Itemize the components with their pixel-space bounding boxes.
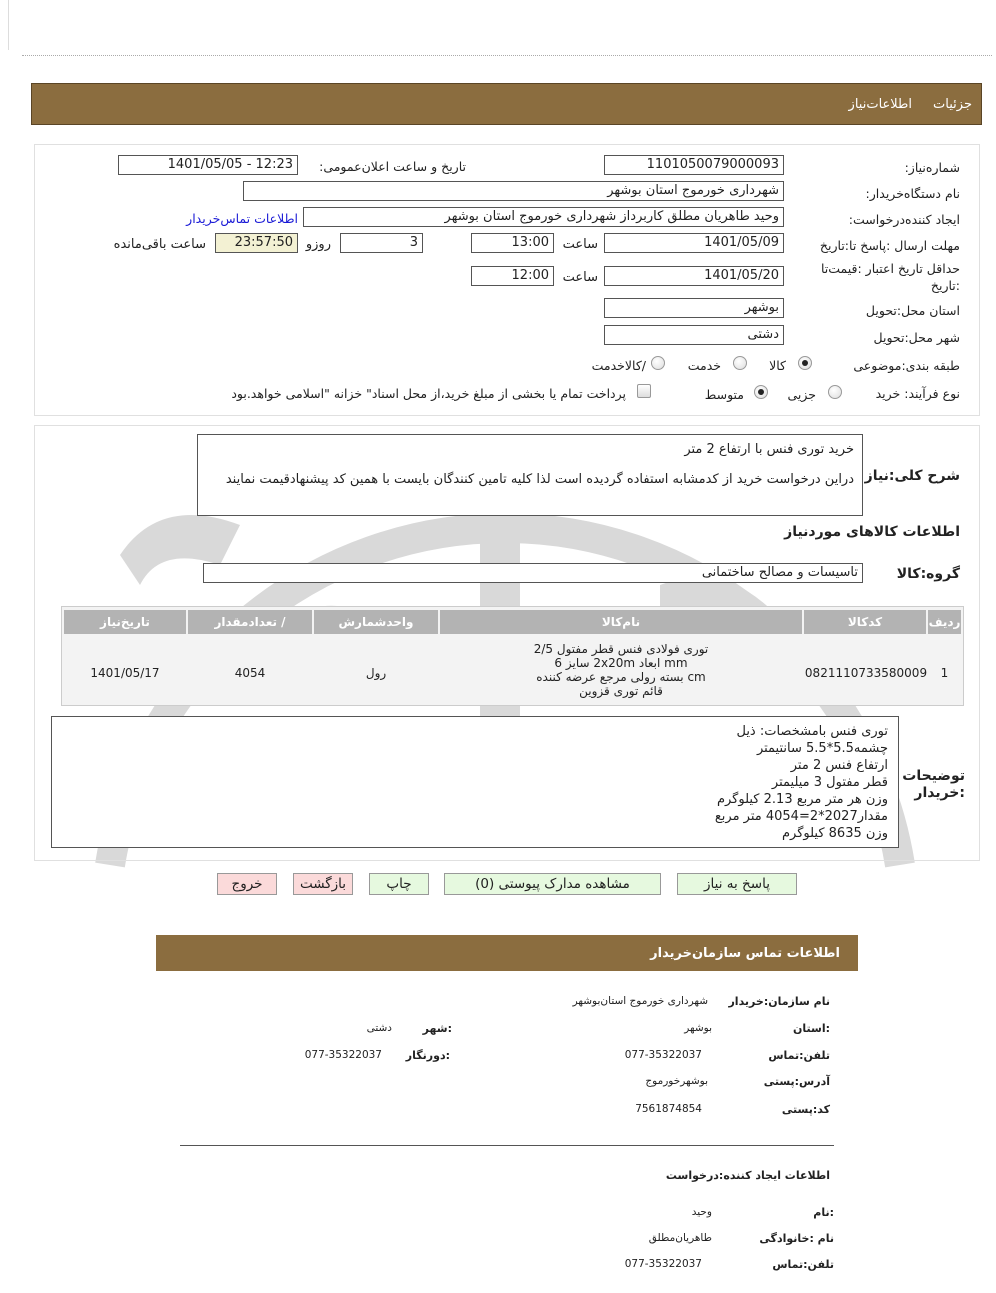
description-line-2: دراین درخواست خرید از کدمشابه استفاده گردیده است لذا کلیه تامین کنندگان بایست با همین کد پیشنهادقیمت نمایند — [225, 472, 854, 487]
contact-postal-value: 7561874854 — [635, 1103, 702, 1115]
goods-info-title: اطلاعات کالاهای موردنیاز — [784, 524, 960, 540]
contact-divider — [180, 1145, 834, 1146]
validity-time-label: ساعت — [562, 270, 598, 285]
table-header-row-number: ردیف — [928, 610, 961, 634]
description-label: شرح کلی:نیاز — [864, 468, 960, 484]
table-header-name: نام‌کالا — [440, 610, 802, 634]
goods-group-field: تاسیسات و مصالح ساختمانی — [203, 563, 863, 583]
contact-city-value: دشتی — [366, 1022, 392, 1034]
table-row-name-line-1: توری فولادی فنس قطر مفتول 2/5 — [533, 642, 709, 656]
contact-province-label: :استان — [793, 1022, 830, 1035]
deadline-date-field: 1401/05/09 — [604, 233, 784, 253]
validity-time-field: 12:00 — [471, 266, 554, 286]
buyer-notes-line-2: چشمه5.5*5.5 سانتیمتر — [756, 741, 888, 756]
reply-button[interactable]: پاسخ به نیاز — [677, 873, 797, 895]
creator-name-value: وحید — [691, 1206, 712, 1218]
days-label: روزو — [305, 237, 331, 252]
category-radio-service[interactable] — [733, 356, 747, 370]
contact-phone-label: تلفن:تماس — [768, 1049, 830, 1062]
remaining-label: ساعت باقی‌مانده — [113, 237, 206, 252]
need-number-field: 1101050079000093 — [604, 155, 784, 175]
deadline-time-field: 13:00 — [471, 233, 554, 253]
creator-family-label: نام :خانوادگی — [759, 1232, 834, 1245]
process-label: نوع فرآیند: خرید — [875, 386, 960, 401]
process-radio-minor[interactable] — [828, 385, 842, 399]
buyer-notes-line-6: مقدار2027*2=4054 متر مربع — [714, 809, 888, 824]
attachments-button[interactable]: مشاهده مدارک پیوستی (0) — [444, 873, 661, 895]
goods-group-label: گروه:کالا — [896, 566, 960, 582]
contact-title: اطلاعات تماس سازمان‌خریدار — [650, 946, 840, 961]
contact-postal-label: کد:پستی — [781, 1103, 830, 1116]
breadcrumb-details[interactable]: جزئیات — [933, 97, 972, 112]
contact-fax-label: :دورنگار — [405, 1049, 450, 1062]
process-option-medium: متوسط — [704, 387, 744, 402]
creator-label: ایجاد کننده‌درخواست: — [848, 212, 960, 227]
exit-button[interactable]: خروج — [217, 873, 277, 895]
buyer-notes-label-2: :خریدار — [914, 785, 965, 801]
creator-family-value: طاهریان‌مطلق — [648, 1232, 712, 1244]
buyer-notes-line-3: ارتفاع فنس 2 متر — [790, 758, 888, 773]
table-row-date: 1401/05/17 — [90, 666, 160, 680]
city-field: دشتی — [604, 325, 784, 345]
creator-phone-label: تلفن:تماس — [772, 1258, 834, 1271]
treasury-payment-checkbox[interactable] — [637, 384, 651, 398]
table-row-name-line-4: قائم توری قزوین — [579, 684, 663, 698]
category-radio-goods[interactable] — [798, 356, 812, 370]
contact-address-label: آدرس:پستی — [763, 1075, 830, 1088]
category-option-service: خدمت — [687, 358, 721, 373]
creator-info-title: اطلاعات ایجاد کننده:درخواست — [665, 1169, 830, 1182]
creator-name-label: :نام — [813, 1206, 834, 1219]
category-option-goods: کالا — [769, 358, 786, 373]
creator-phone-value: 077-35322037 — [624, 1258, 702, 1270]
contact-address-value: بوشهرخورموج — [645, 1075, 708, 1087]
table-row-quantity: 4054 — [234, 666, 266, 680]
table-row-number: 1 — [940, 666, 949, 680]
buyer-notes-line-1: توری فنس بامشخصات: ذیل — [736, 724, 888, 739]
table-row-name-line-3: cm بسته رولی مرجع عرضه کننده — [536, 670, 706, 684]
top-left-rule — [8, 0, 9, 50]
buyer-notes-label-1: توضیحات — [902, 768, 965, 784]
validity-label-1: حداقل تاریخ اعتبار :قیمت‌تا — [820, 261, 960, 276]
table-row-code: 0821110733580009 — [804, 666, 928, 680]
validity-label-2: :تاریخ — [930, 278, 960, 293]
process-option-minor: جزیی — [787, 387, 816, 402]
buyer-notes-line-7: وزن 8635 کیلوگرم — [781, 826, 888, 841]
contact-fax-value: 077-35322037 — [304, 1049, 382, 1061]
buyer-label: نام دستگاه‌خریدار: — [865, 186, 960, 201]
back-button[interactable]: بازگشت — [293, 873, 353, 895]
breadcrumb-need-info[interactable]: اطلاعات‌نیاز — [848, 97, 912, 112]
category-radio-goods-service[interactable] — [651, 356, 665, 370]
table-header-quantity: / تعدادمقدار — [188, 610, 312, 634]
contact-phone-value: 077-35322037 — [624, 1049, 702, 1061]
table-header-date: تاریخ‌نیاز — [64, 610, 186, 634]
remaining-time-field: 23:57:50 — [215, 233, 298, 253]
contact-city-label: :شهر — [422, 1022, 452, 1035]
buyer-notes-line-5: وزن هر متر مربع 2.13 کیلوگرم — [716, 792, 888, 807]
org-name-label: نام سازمان:خریدار — [728, 995, 830, 1008]
header-bar — [31, 83, 982, 125]
table-row-name — [440, 642, 802, 698]
table-header-code: کدکالا — [804, 610, 926, 634]
need-number-label: شماره‌نیاز: — [904, 160, 960, 175]
category-option-goods-service: /کالاخدمت — [591, 358, 646, 373]
announce-label: تاریخ و ساعت اعلان‌عمومی: — [319, 159, 466, 174]
city-label: شهر محل:تحویل — [873, 330, 960, 345]
buyer-field: شهرداری خورموج استان بوشهر — [243, 181, 784, 201]
deadline-time-label: ساعت — [562, 237, 598, 252]
print-button[interactable]: چاپ — [369, 873, 429, 895]
buyer-notes-line-4: قطر مفتول 3 میلیمتر — [771, 775, 888, 790]
announce-field: 1401/05/05 - 12:23 — [118, 155, 298, 175]
table-header-unit: واحدشمارش — [314, 610, 438, 634]
description-box — [197, 434, 863, 516]
days-field: 3 — [340, 233, 423, 253]
category-label: طبقه بندی:موضوعی — [853, 358, 960, 373]
treasury-payment-note: پرداخت تمام یا بخشی از مبلغ خرید،از محل اسناد" خزانه "اسلامی خواهد.بود — [231, 386, 626, 401]
org-name-value: شهرداری خورموج استان‌بوشهر — [572, 995, 708, 1007]
validity-date-field: 1401/05/20 — [604, 266, 784, 286]
province-label: استان محل:تحویل — [865, 303, 960, 318]
table-row-name-line-2: mm ابعاد 2x20m سایز 6 — [554, 656, 688, 670]
description-line-1: خرید توری فنس با ارتفاع 2 متر — [684, 442, 854, 457]
buyer-notes-box — [51, 716, 899, 848]
top-dotted-line — [22, 55, 992, 56]
table-row-unit: رول — [365, 666, 387, 680]
process-radio-medium[interactable] — [754, 385, 768, 399]
contact-province-value: بوشهر — [684, 1022, 712, 1034]
buyer-contact-link[interactable]: اطلاعات تماس‌خریدار — [186, 211, 298, 226]
province-field: بوشهر — [604, 298, 784, 318]
deadline-label: مهلت ارسال :پاسخ تا:تاریخ — [819, 238, 960, 253]
creator-field: وحید طاهریان مطلق کاربرداز شهرداری خورموج استان بوشهر — [303, 207, 784, 227]
